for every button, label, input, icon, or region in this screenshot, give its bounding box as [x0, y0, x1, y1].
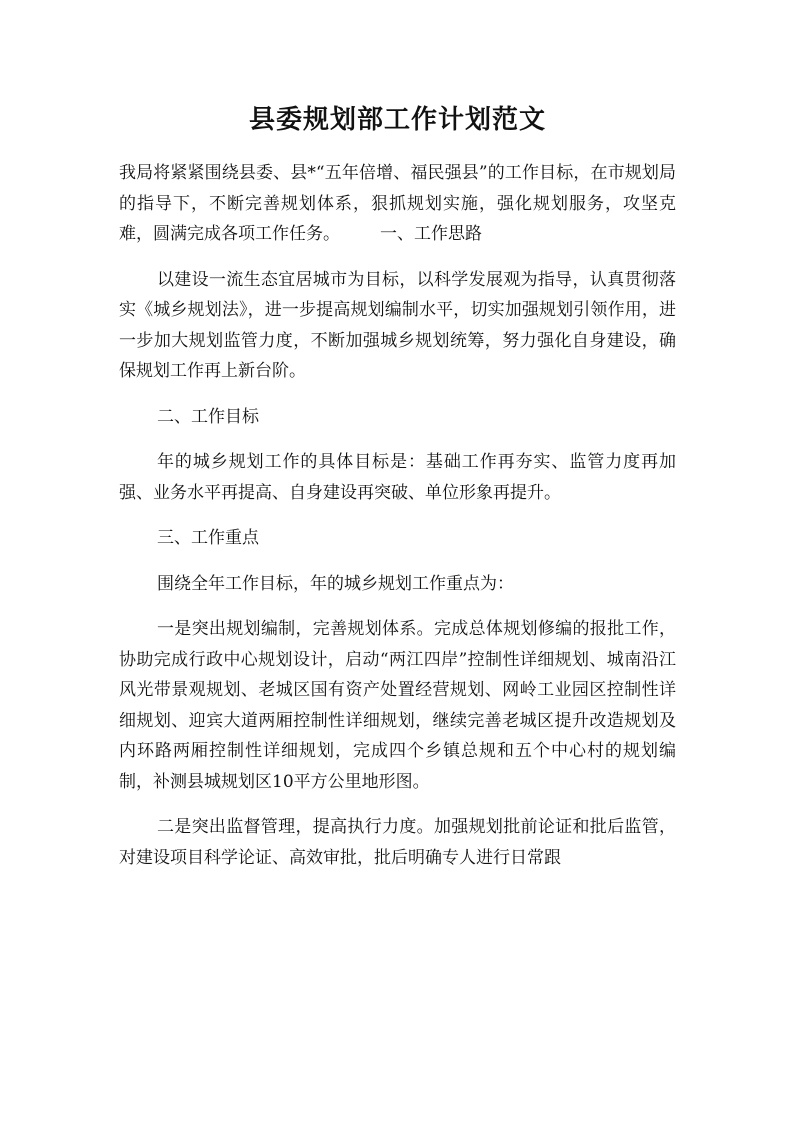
paragraph-work-focus-intro: 围绕全年工作目标，年的城乡规划工作重点为：: [157, 573, 514, 594]
paragraph-planning-compilation: 一是突出规划编制，完善规划体系。完成总体规划修编的报批工作，协助完成行政中心规划设计，启动“两江四岸”控制性详细规划、城南沿江风光带景观规划、老城区国有资产处置经营规划、网岭工业园区控制性详细规划、迎宾大道两厢控制性详细规划，继续完善老城区提升改造规划及内环路两厢控制性详细规划，完成四个乡镇总规和五个中心村的规划编制，补测县城规划区10平方公里地形图。: [119, 619, 676, 792]
document-title: 县委规划部工作计划范文: [248, 105, 546, 135]
document-body: [119, 158, 676, 873]
section-heading-2: 二、工作目标: [157, 406, 259, 427]
intro-text: 我局将紧紧围绕县委、县*“五年倍增、福民强县”的工作目标，在市规划局的指导下，不断完善规划体系，狠抓规划实施，强化规划服务，攻坚克难，圆满完成各项工作任务。: [119, 163, 676, 244]
intro-paragraph: [119, 158, 676, 250]
paragraph-work-approach: 以建设一流生态宜居城市为目标，以科学发展观为指导，认真贯彻落实《城乡规划法》，进一步提高规划编制水平，切实加强规划引领作用，进一步加大规划监管力度，不断加强城乡规划统筹，努力强化自身建设，确保规划工作再上新台阶。: [119, 269, 676, 381]
section-heading-3: 三、工作重点: [157, 528, 259, 548]
paragraph-work-goals: 年的城乡规划工作的具体目标是：基础工作再夯实、监管力度再加强、业务水平再提高、自身建设再突破、单位形象再提升。: [119, 452, 676, 503]
paragraph-supervision: 二是突出监督管理，提高执行力度。加强规划批前论证和批后监管，对建设项目科学论证、高效审批，批后明确专人进行日常跟: [119, 817, 676, 868]
section-heading-1: 一、工作思路: [380, 224, 482, 244]
